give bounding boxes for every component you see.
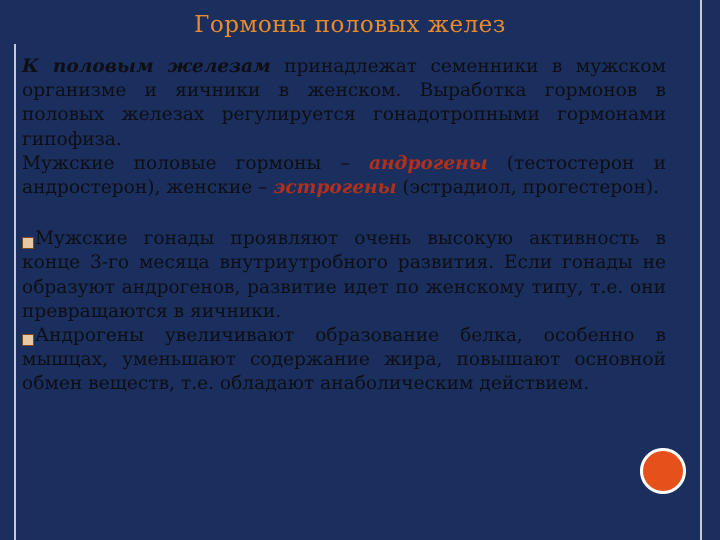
- intro-text: принадлежат семенники в мужском организме и яичники в женском. Выработка гормонов в половых железах регулируется гонадотропными гормонами гипофиза.: [22, 56, 666, 150]
- decorative-circle-icon: [640, 448, 686, 494]
- slide-title: Гормоны половых желез: [194, 12, 506, 38]
- accent-androgens: андрогены: [368, 152, 488, 174]
- hormones-text-a: Мужские половые гормоны –: [22, 152, 369, 174]
- bullet-text: Мужские гонады проявляют очень высокую активность в конце 3-го месяца внутриутробного развития. Если гонады не образуют андрогенов, развитие идет по женскому типу, т.е. они превращаются в яичники.: [22, 228, 666, 322]
- frame-right-line: [700, 0, 702, 540]
- spacer: [22, 200, 666, 227]
- bullet-text: Андрогены увеличивают образование белка, особенно в мышцах, уменьшают содержание жира, повышают основной обмен веществ, т.е. обладают анаболическим действием.: [22, 325, 666, 395]
- bullet-item: [22, 227, 666, 324]
- square-bullet-icon: [22, 232, 34, 244]
- square-bullet-icon: [22, 329, 34, 341]
- paragraph-intro: [22, 55, 666, 152]
- hormones-text-b: (тестостерон и андростерон), женские –: [22, 152, 666, 199]
- accent-estrogens: эстрогены: [273, 177, 397, 199]
- paragraph-hormones: [22, 152, 666, 200]
- bullet-item: [22, 324, 666, 397]
- intro-lead: К половым железам: [22, 56, 271, 77]
- frame-left-line: [14, 44, 16, 540]
- hormones-text-c: (эстрадиол, прогестерон).: [396, 177, 660, 199]
- slide-body: [22, 55, 666, 397]
